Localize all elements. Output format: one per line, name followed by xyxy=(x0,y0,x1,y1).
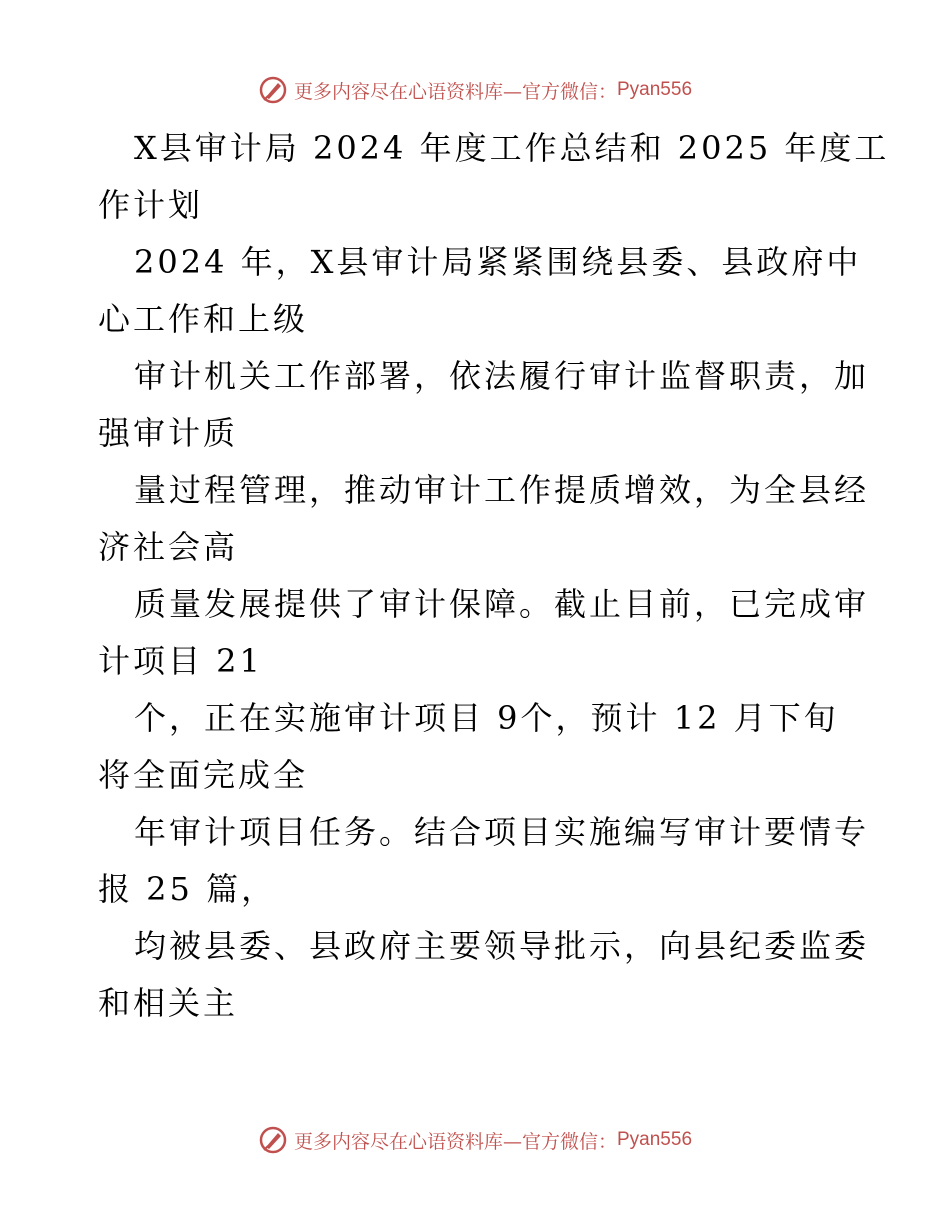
text-line: 强审计质 xyxy=(98,414,239,452)
text-line: 心工作和上级 xyxy=(98,300,309,338)
text-line: 质量发展提供了审计保障。截止目前，已完成审 xyxy=(134,585,870,623)
text-line: 均被县委、县政府主要领导批示，向县纪委监委 xyxy=(134,927,870,965)
quill-pen-icon xyxy=(258,1125,288,1155)
text-line: 作计划 xyxy=(98,186,204,224)
text-line: 计项目 21 xyxy=(98,642,263,680)
text-line: 审计机关工作部署，依法履行审计监督职责，加 xyxy=(134,357,870,395)
text-line: X县审计局 2024 年度工作总结和 2025 年度工 xyxy=(134,129,890,167)
watermark-wechat-id: Pyan556 xyxy=(617,79,693,100)
quill-pen-icon xyxy=(258,75,288,105)
text-line: 报 25 篇， xyxy=(98,870,277,908)
document-body xyxy=(98,120,890,1032)
footer-watermark xyxy=(0,1120,950,1160)
text-line: 将全面完成全 xyxy=(98,756,309,794)
text-line: 和相关主 xyxy=(98,984,239,1022)
watermark-wechat-id: Pyan556 xyxy=(617,1129,693,1150)
text-line: 年审计项目任务。结合项目实施编写审计要情专 xyxy=(134,813,870,851)
watermark-text: 更多内容尽在心语资料库—官方微信： xyxy=(293,80,617,103)
header-watermark xyxy=(0,70,950,110)
text-line: 2024 年，X县审计局紧紧围绕县委、县政府中 xyxy=(134,243,862,281)
watermark-text: 更多内容尽在心语资料库—官方微信： xyxy=(293,1130,617,1153)
text-line: 量过程管理，推动审计工作提质增效，为全县经 xyxy=(134,471,870,509)
text-line: 济社会高 xyxy=(98,528,239,566)
text-line: 个，正在实施审计项目 9个，预计 12 月下旬 xyxy=(134,699,839,737)
